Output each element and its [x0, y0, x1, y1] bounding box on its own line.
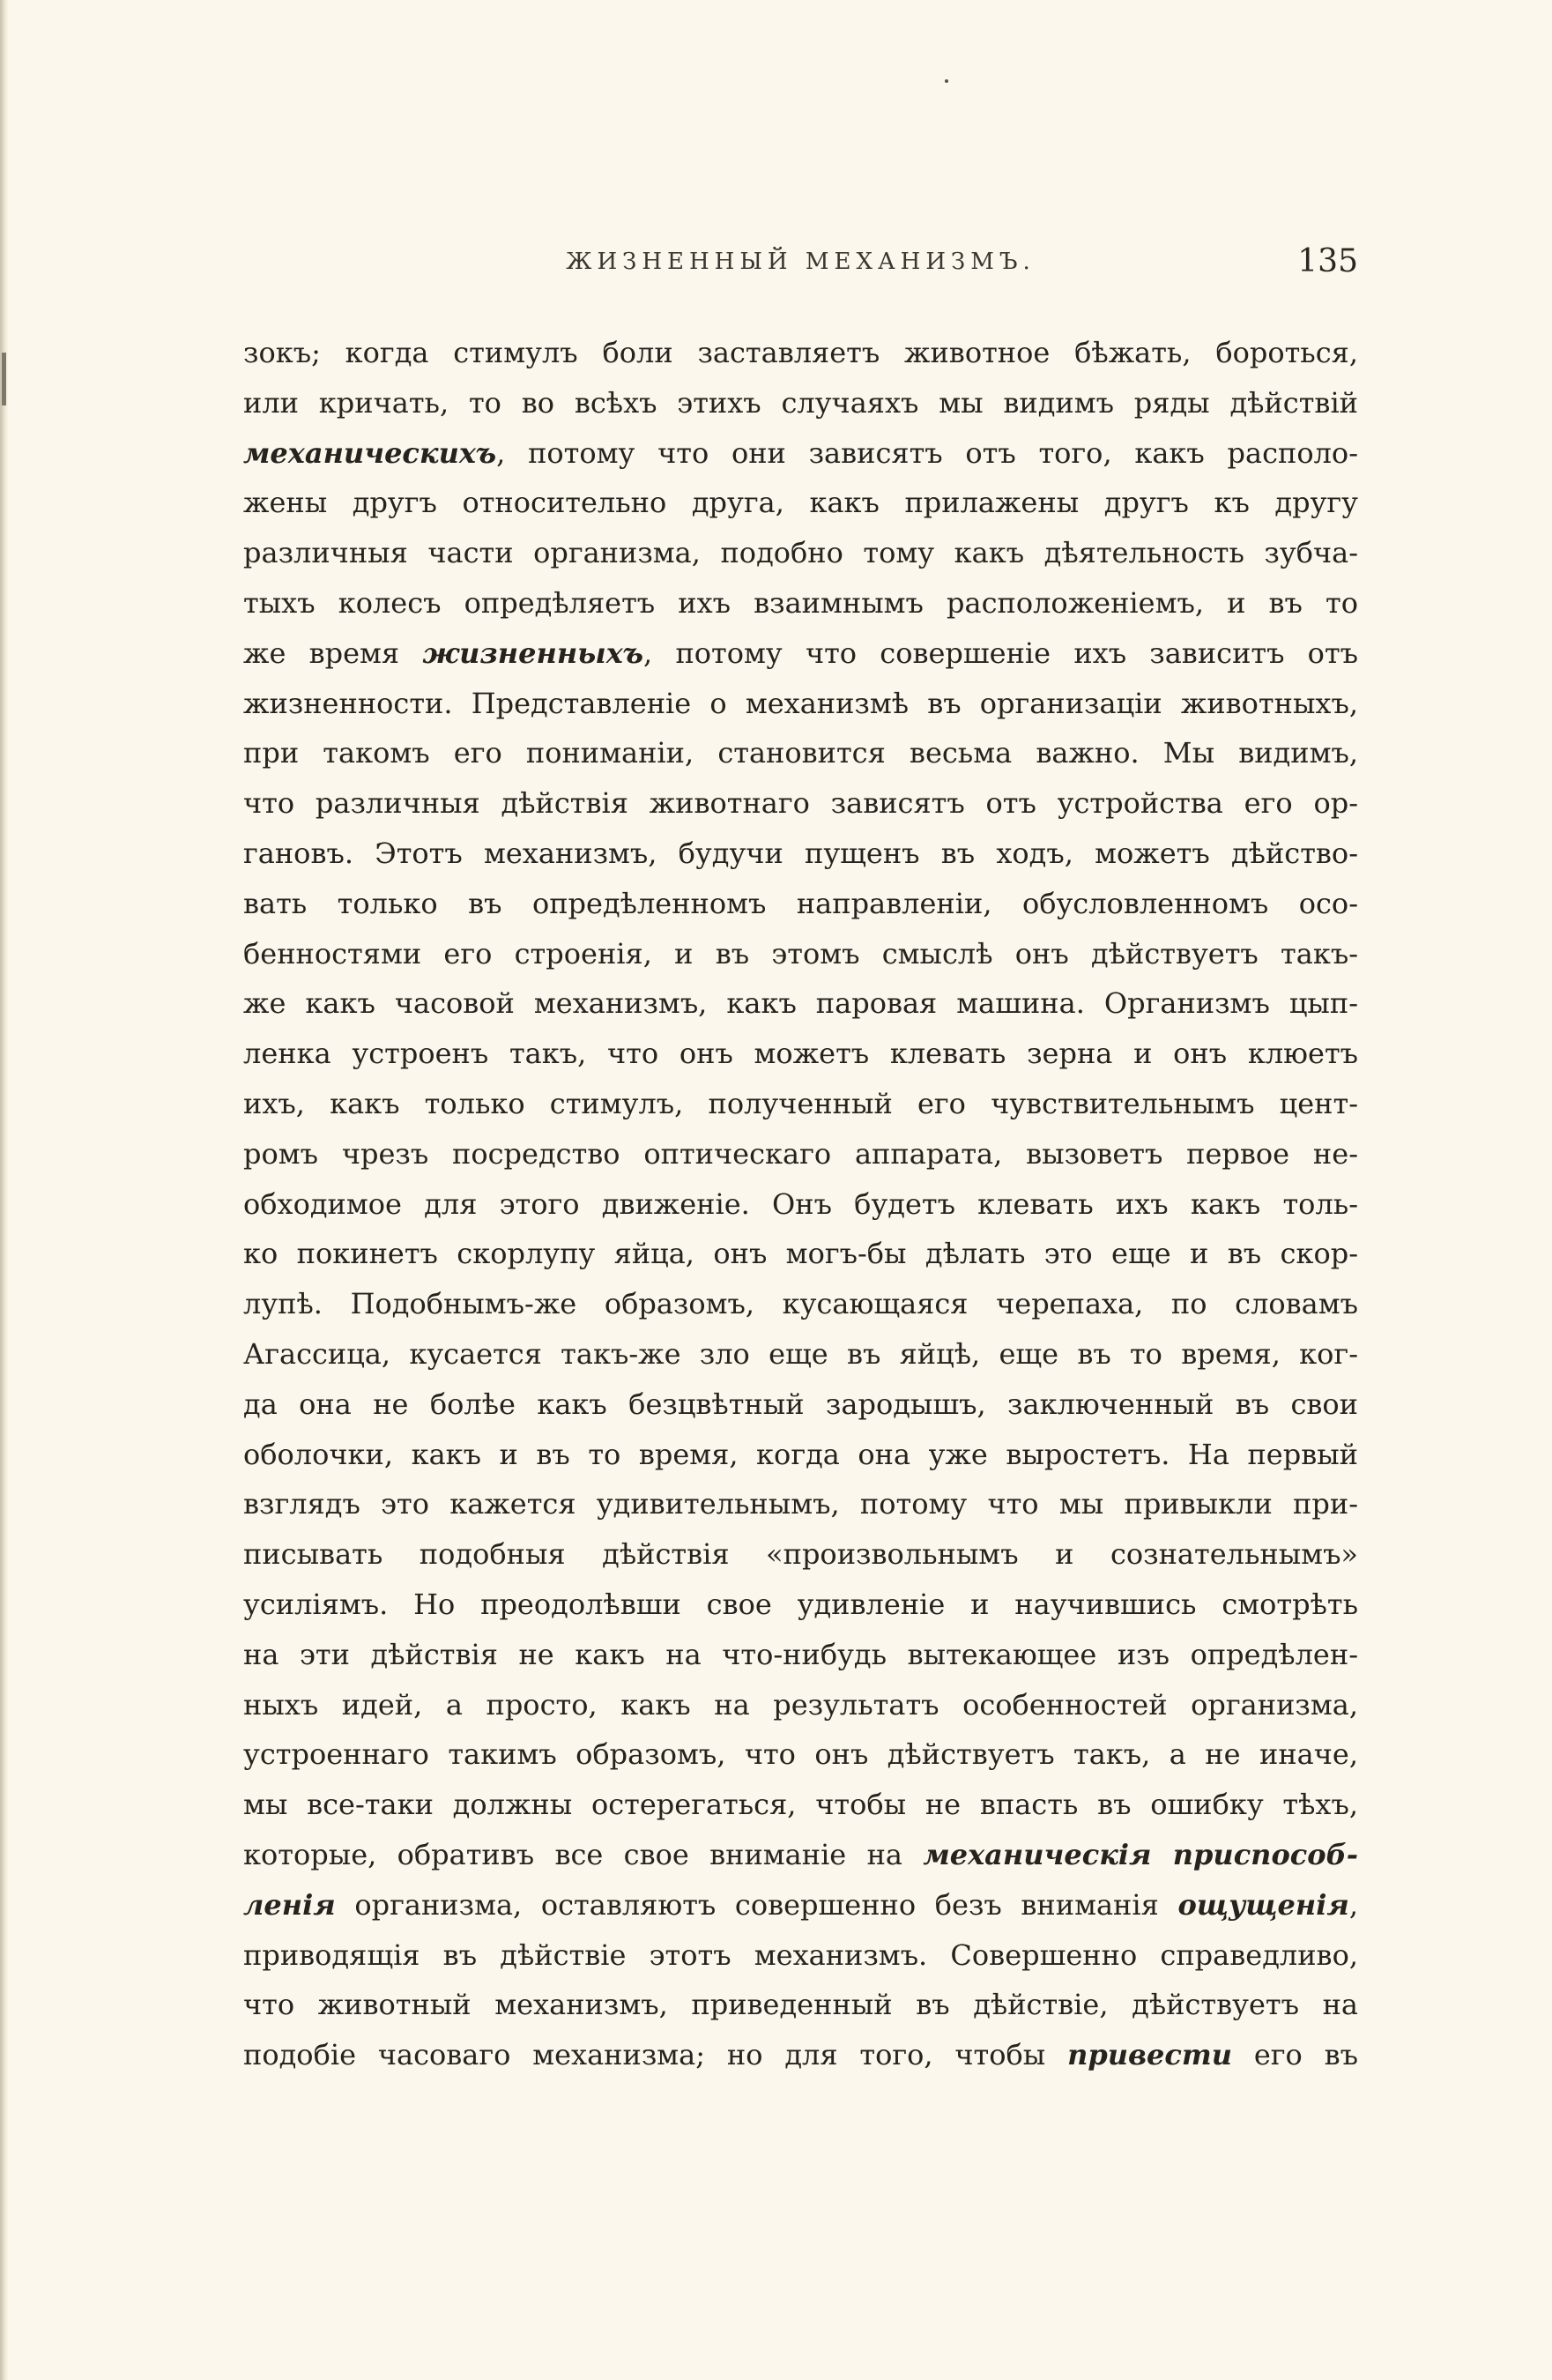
text-line [243, 978, 1358, 1029]
text-run: усиліямъ. Но преодолѣвши свое удивленіе и научившись смотрѣть [243, 1587, 1358, 1621]
text-line [243, 628, 1358, 679]
text-line [243, 1680, 1358, 1730]
text-run: при такомъ его пониманіи, становится весьма важно. Мы видимъ, [243, 736, 1358, 770]
page-edge [0, 0, 9, 2380]
text-line [243, 1529, 1358, 1580]
text-run: тыхъ колесъ опредѣляетъ ихъ взаимнымъ расположеніемъ, и въ то [243, 585, 1358, 620]
body-text [243, 328, 1358, 2080]
emphasis: ленія [243, 1887, 336, 1922]
text-line [243, 1780, 1358, 1830]
text-line [243, 1179, 1358, 1230]
text-run: жизненности. Представленіе о механизмѣ въ организаціи животныхъ, [243, 686, 1358, 720]
text-line [243, 1729, 1358, 1780]
text-run: , потому что они зависятъ отъ того, какъ располо- [496, 435, 1358, 470]
text-line [243, 1029, 1358, 1079]
text-line [243, 1129, 1358, 1179]
text-line [243, 1279, 1358, 1329]
text-run: ихъ, какъ только стимулъ, полученный его чувствительнымъ цент- [243, 1086, 1358, 1120]
ink-speck [945, 79, 948, 83]
text-run: оболочки, какъ и въ то время, когда она уже выростетъ. На первый [243, 1437, 1358, 1471]
emphasis: механическихъ [243, 435, 497, 470]
text-run: жены другъ относительно друга, какъ прилажены другъ къ другу [243, 486, 1358, 520]
text-run: гановъ. Этотъ механизмъ, будучи пущенъ въ ходъ, можетъ дѣйство- [243, 836, 1358, 870]
page-number: 135 [1297, 243, 1358, 279]
text-line [243, 1630, 1358, 1680]
text-run: мы все-таки должны остерегаться, чтобы не впасть въ ошибку тѣхъ, [243, 1788, 1358, 1822]
text-run: обходимое для этого движеніе. Онъ будетъ клевать ихъ какъ толь- [243, 1186, 1358, 1221]
text-run: различныя части организма, подобно тому какъ дѣятельность зубча- [243, 536, 1358, 570]
text-line [243, 2030, 1358, 2080]
text-run: , потому что совершеніе ихъ зависитъ отъ [643, 636, 1358, 670]
emphasis: ощущенія [1177, 1887, 1349, 1922]
text-run: Агассица, кусается такъ-же зло еще въ яйцѣ, еще въ то время, ког- [243, 1336, 1358, 1371]
text-line [243, 879, 1358, 929]
text-run: ленка устроенъ такъ, что онъ можетъ клевать зерна и онъ клюетъ [243, 1037, 1358, 1071]
text-line [243, 328, 1358, 378]
emphasis: привести [1067, 2038, 1232, 2072]
text-run: приводящія въ дѣйствіе этотъ механизмъ. Совершенно справедливо, [243, 1937, 1358, 1972]
text-run: его въ [1231, 2038, 1358, 2072]
text-line [243, 1830, 1358, 1880]
text-line [243, 478, 1358, 528]
text-line [243, 1980, 1358, 2030]
text-run: же время [243, 636, 423, 670]
emphasis: жизненныхъ [422, 636, 644, 670]
text-line [243, 1479, 1358, 1529]
text-line [243, 829, 1358, 879]
text-run: да она не болѣе какъ безцвѣтный зародышъ, заключенный въ свои [243, 1387, 1358, 1421]
text-line [243, 778, 1358, 829]
text-line [243, 1880, 1358, 1930]
text-run: ныхъ идей, а просто, какъ на результатъ особенностей организма, [243, 1687, 1358, 1722]
text-line [243, 378, 1358, 428]
text-run: бенностями его строенія, и въ этомъ смыслѣ онъ дѣйствуетъ такъ- [243, 936, 1358, 971]
text-run: на эти дѣйствія не какъ на что-нибудь вытекающее изъ опредѣлен- [243, 1637, 1358, 1671]
text-line [243, 578, 1358, 628]
text-run: , [1348, 1887, 1358, 1922]
text-line [243, 428, 1358, 479]
binding-mark [2, 353, 6, 405]
text-line [243, 728, 1358, 778]
text-line [243, 1079, 1358, 1129]
text-run: которые, обративъ все свое вниманіе на [243, 1837, 924, 1871]
text-line [243, 1930, 1358, 1981]
text-run: писывать подобныя дѣйствія «произвольнымъ и сознательнымъ» [243, 1537, 1358, 1572]
text-run: что животный механизмъ, приведенный въ дѣйствіе, дѣйствуетъ на [243, 1988, 1358, 2022]
text-run: вать только въ опредѣленномъ направленіи, обусловленномъ осо- [243, 886, 1358, 920]
text-line [243, 1380, 1358, 1430]
text-line [243, 1430, 1358, 1480]
text-line [243, 528, 1358, 578]
text-line [243, 679, 1358, 729]
text-line [243, 929, 1358, 979]
text-run: устроеннаго такимъ образомъ, что онъ дѣйствуетъ такъ, а не иначе, [243, 1737, 1358, 1772]
page-header [243, 243, 1358, 284]
text-run: организма, оставляютъ совершенно безъ вниманія [335, 1887, 1178, 1922]
text-run: взглядъ это кажется удивительнымъ, потому что мы привыкли при- [243, 1487, 1358, 1521]
text-run: подобіе часоваго механизма; но для того, чтобы [243, 2038, 1068, 2072]
text-run: же какъ часовой механизмъ, какъ паровая машина. Организмъ цып- [243, 986, 1358, 1021]
text-run: ромъ чрезъ посредство оптическаго аппарата, вызоветъ первое не- [243, 1136, 1358, 1171]
text-run: что различныя дѣйствія животнаго зависятъ отъ устройства его ор- [243, 786, 1358, 821]
text-line [243, 1580, 1358, 1630]
running-title: ЖИЗНЕННЫЙ МЕХАНИЗМЪ. [566, 249, 1036, 275]
emphasis: механическія приспособ- [923, 1837, 1358, 1871]
text-line [243, 1329, 1358, 1380]
text-run: зокъ; когда стимулъ боли заставляетъ животное бѣжать, бороться, [243, 336, 1358, 369]
text-run: лупѣ. Подобнымъ-же образомъ, кусающаяся черепаха, по словамъ [243, 1287, 1358, 1321]
text-run: ко покинетъ скорлупу яйца, онъ могъ-бы дѣлать это еще и въ скор- [243, 1237, 1358, 1271]
text-line [243, 1229, 1358, 1279]
text-run: или кричать, то во всѣхъ этихъ случаяхъ мы видимъ ряды дѣйствій [243, 385, 1358, 420]
